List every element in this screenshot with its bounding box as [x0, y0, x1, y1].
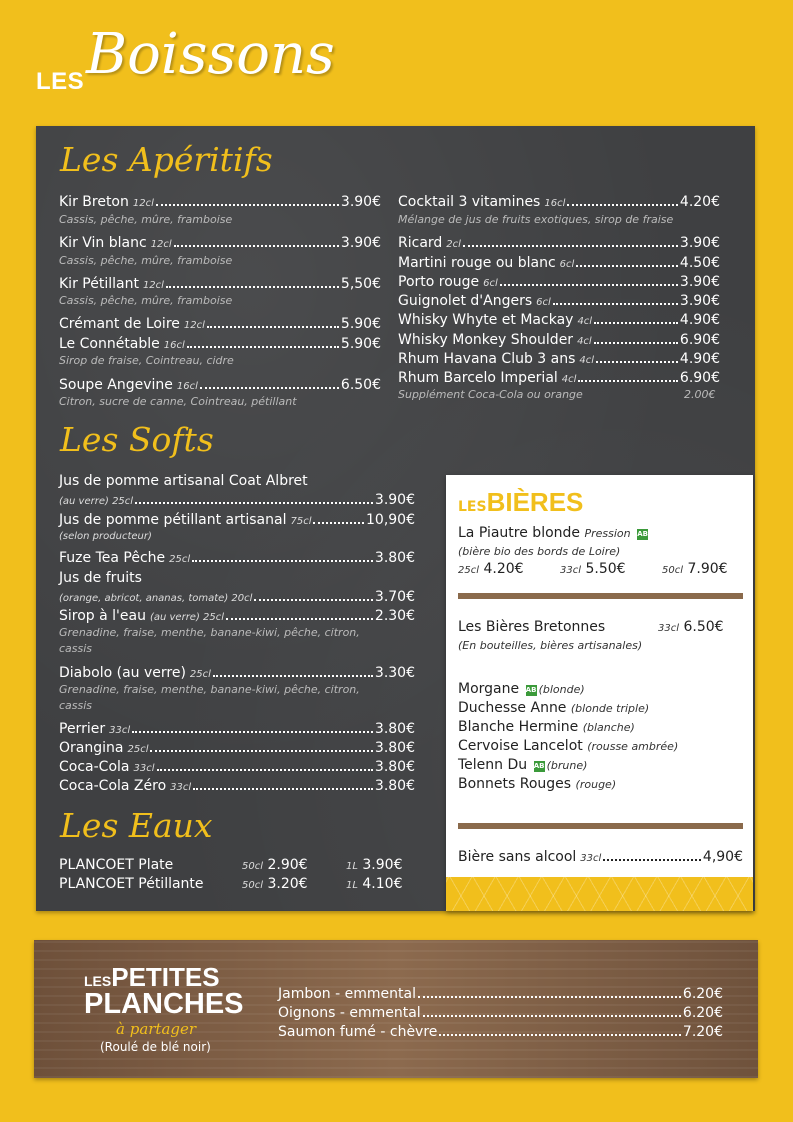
item-description: Citron, sucre de canne, Cointreau, pétillant [59, 395, 297, 408]
beer-item: Les Bières Bretonnes [458, 619, 606, 635]
beer-list-item: Cervoise Lancelot (rousse ambrée) [458, 738, 679, 754]
menu-item: (orange, abricot, ananas, tomate) 20cl 3.70€ [59, 589, 415, 605]
menu-item: Oignons - emmental 6.20€ [278, 1005, 723, 1021]
beer-title: LESBIÈRES [458, 487, 584, 517]
softs-title: Les Softs [60, 420, 214, 459]
water-price-1l: 1L 3.90€ [346, 857, 403, 873]
menu-item-name: Jus de pomme artisanal Coat Albret [59, 473, 308, 489]
divider [458, 593, 743, 599]
beer-item: Bière sans alcool 33cl 4,90€ [458, 849, 743, 865]
menu-item: Whisky Monkey Shoulder 4cl 6.90€ [398, 332, 720, 348]
menu-item: Cocktail 3 vitamines 16cl 4.20€ [398, 194, 720, 210]
bio-label-icon: AB [525, 686, 537, 694]
item-description: Grenadine, fraise, menthe, banane-kiwi, pêche, citron, [59, 626, 360, 639]
beer-card [446, 475, 753, 911]
page-title: Boissons [86, 22, 335, 87]
menu-item: Sirop à l'eau (au verre) 25cl 2.30€ [59, 608, 415, 624]
menu-item-name: Jus de fruits [59, 570, 142, 586]
item-description: Cassis, pêche, mûre, framboise [59, 254, 233, 267]
menu-item: Le Connétable 16cl 5.90€ [59, 336, 381, 352]
water-price-50cl: 50cl 2.90€ [242, 857, 308, 873]
menu-item: Whisky Whyte et Mackay 4cl 4.90€ [398, 312, 720, 328]
menu-item: Rhum Barcelo Imperial 4cl 6.90€ [398, 370, 720, 386]
beer-item: La Piautre blonde Pression AB [458, 525, 648, 541]
decorative-pattern [446, 877, 753, 911]
beer-description: (bière bio des bords de Loire) [458, 545, 621, 558]
menu-item: Rhum Havana Club 3 ans 4cl 4.90€ [398, 351, 720, 367]
beer-list-item: Bonnets Rouges (rouge) [458, 776, 617, 792]
item-description: Grenadine, fraise, menthe, banane-kiwi, pêche, citron, [59, 683, 360, 696]
item-description: (selon producteur) [59, 531, 152, 542]
item-description: Cassis, pêche, mûre, framboise [59, 213, 233, 226]
water-price-50cl: 50cl 3.20€ [242, 876, 308, 892]
menu-item: Ricard 2cl 3.90€ [398, 235, 720, 251]
menu-item: Coca-Cola Zéro 33cl 3.80€ [59, 778, 415, 794]
menu-item: Diabolo (au verre) 25cl 3.30€ [59, 665, 415, 681]
aperitifs-title: Les Apéritifs [60, 140, 273, 179]
planches-panel [34, 940, 758, 1078]
menu-item: Crémant de Loire 12cl 5.90€ [59, 316, 381, 332]
planches-title-line1: LESPETITES [84, 962, 220, 992]
menu-item: Jambon - emmental 6.20€ [278, 986, 723, 1002]
beer-list-item: Morgane AB (blonde) [458, 681, 585, 697]
supplement-label: Supplément Coca-Cola ou orange [398, 388, 583, 401]
divider [458, 823, 743, 829]
menu-item: Orangina 25cl 3.80€ [59, 740, 415, 756]
bio-label-icon: AB [637, 530, 648, 538]
planches-title-line2: PLANCHES [84, 988, 244, 1020]
water-name: PLANCOET Pétillante [59, 876, 204, 892]
item-description: Mélange de jus de fruits exotiques, sirop de fraise [398, 213, 674, 226]
item-description: cassis [59, 642, 93, 655]
menu-item: Saumon fumé - chèvre 7.20€ [278, 1024, 723, 1040]
item-description: Cassis, pêche, mûre, framboise [59, 294, 233, 307]
menu-item: Kir Pétillant 12cl 5,50€ [59, 276, 381, 292]
menu-item: Porto rouge 6cl 3.90€ [398, 274, 720, 290]
eaux-title: Les Eaux [60, 806, 213, 845]
beer-price-33cl: 33cl 5.50€ [560, 561, 626, 577]
beer-list-item: Blanche Hermine (blanche) [458, 719, 635, 735]
beer-price-50cl: 50cl 7.90€ [662, 561, 728, 577]
planches-script: à partager [116, 1020, 197, 1038]
menu-item: (au verre) 25cl 3.90€ [59, 492, 415, 508]
menu-item: Kir Vin blanc 12cl 3.90€ [59, 235, 381, 251]
menu-item: Jus de pomme pétillant artisanal 75cl 10,90€ [59, 512, 415, 528]
beer-price: 33cl 6.50€ [658, 619, 724, 635]
water-price-1l: 1L 4.10€ [346, 876, 403, 892]
bio-label-icon: AB [533, 762, 545, 770]
beer-description: (En bouteilles, bières artisanales) [458, 639, 643, 652]
menu-item: Martini rouge ou blanc 6cl 4.50€ [398, 255, 720, 271]
beer-list-item: Duchesse Anne (blonde triple) [458, 700, 650, 716]
menu-item: Perrier 33cl 3.80€ [59, 721, 415, 737]
planches-note: (Roulé de blé noir) [100, 1040, 211, 1054]
menu-item: Coca-Cola 33cl 3.80€ [59, 759, 415, 775]
menu-item: Soupe Angevine 16cl 6.50€ [59, 377, 381, 393]
menu-item: Kir Breton 12cl 3.90€ [59, 194, 381, 210]
menu-item: Fuze Tea Pêche 25cl 3.80€ [59, 550, 415, 566]
supplement-price: 2.00€ [684, 388, 716, 401]
beer-list-item: Telenn Du AB (brune) [458, 757, 588, 773]
item-description: cassis [59, 699, 93, 712]
title-prefix: LES [36, 68, 85, 95]
beer-price-25cl: 25cl 4.20€ [458, 561, 524, 577]
item-description: Sirop de fraise, Cointreau, cidre [59, 354, 234, 367]
menu-item: Guignolet d'Angers 6cl 3.90€ [398, 293, 720, 309]
water-name: PLANCOET Plate [59, 857, 174, 873]
